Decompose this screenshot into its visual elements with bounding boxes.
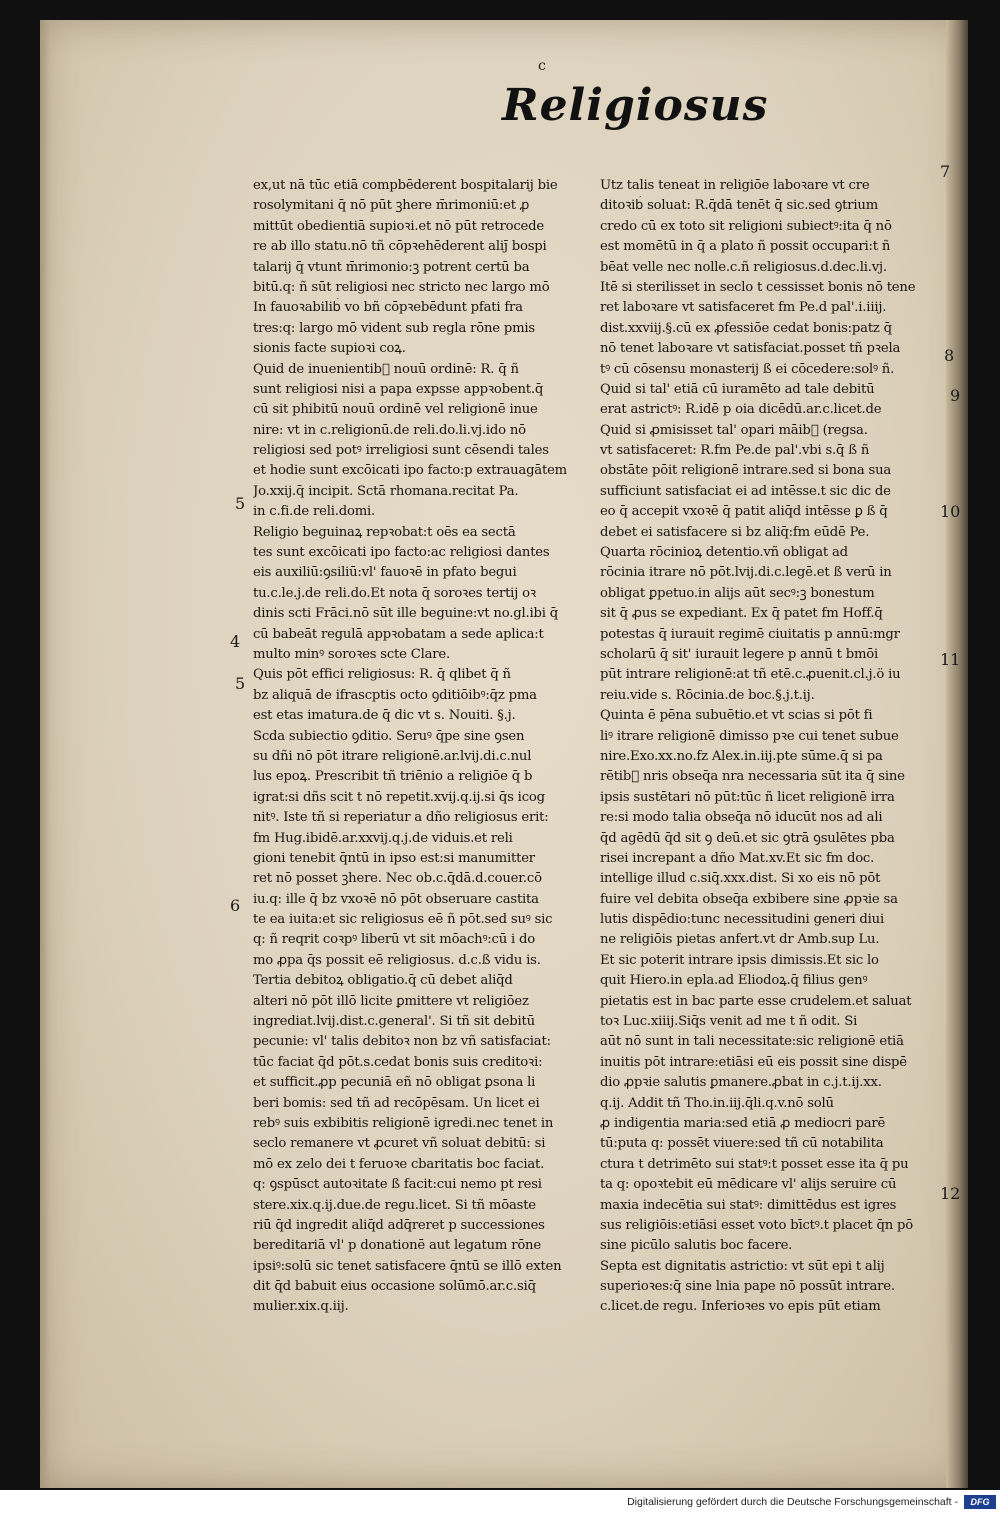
right-column-line: c.licet.de regu. Inferioꝛes vo epis pūt etiam bbox=[600, 1299, 881, 1315]
left-column-line: cū babeāt regulā appꝛobatam a sede aplica:t bbox=[253, 626, 544, 642]
left-column-line: dit q̄d babuit eius occasione solūmō.ar.c.siq̄ bbox=[253, 1279, 536, 1295]
right-column-line: debet ei satisfacere si bz aliq̄:fm eūdē Pe. bbox=[600, 524, 870, 540]
left-margin-mark-2: 4 bbox=[230, 632, 241, 651]
left-column-line: mō ex zelo dei t feruoꝛe cbaritatis boc faciat. bbox=[253, 1156, 545, 1172]
right-margin-number-3: 9 bbox=[950, 386, 961, 405]
right-column-line: Quid si ꝓmisisset tal' opari māib᷒ (regsa. bbox=[600, 422, 868, 438]
left-column-line: rebꝰ suis exbibitis religionē igredi.nec tenet in bbox=[253, 1115, 554, 1131]
left-column-line: bereditariā vl' p donationē aut legatum rōne bbox=[253, 1238, 541, 1254]
right-column-line: rōcinia itrare nō pōt.lvij.di.c.legē.et ß verū in bbox=[600, 565, 892, 581]
left-column-line: stere.xix.q.ij.due.de regu.licet. Si tñ mōaste bbox=[253, 1197, 536, 1213]
left-column-line: bz aliquā de ifrascptis octo ꝯditiōibꝰ:q̄z pma bbox=[253, 687, 537, 703]
left-column-line: mulier.xix.q.iij. bbox=[253, 1299, 349, 1315]
left-column-line: lus epoꝝ. Prescribit tñ triēnio a religiōe q̄ b bbox=[253, 769, 533, 785]
right-column-line: Quarta rōcinioꝝ detentio.vñ obligat ad bbox=[600, 545, 848, 561]
left-column-line: bitū.q: ñ sūt religiosi nec stricto nec largo mō bbox=[253, 279, 550, 295]
right-column-line: liꝰ itrare religionē dimisso pꝛe cui tenet subue bbox=[600, 728, 899, 744]
right-column-line: ta q: opoꝛtebit eū mēdicare vl' alijs seruire cū bbox=[600, 1177, 897, 1193]
left-column-line: tūc faciat q̄d pōt.s.cedat bonis suis creditoꝛi: bbox=[253, 1054, 543, 1070]
left-column-line: beri bomis: sed tñ ad recōpēsam. Un licet ei bbox=[253, 1095, 540, 1111]
left-column-line: nitꝰ. Iste tñ si reperiatur a dño religiosus erit: bbox=[253, 810, 549, 826]
left-column-line: tu.c.le.j.de reli.do.Et nota q̄ soroꝛes tertij oꝛ bbox=[253, 585, 536, 601]
right-column-line: obstāte pōit religionē intrare.sed si bona sua bbox=[600, 463, 892, 479]
left-column-line: fm Hug.ibidē.ar.xxvij.q.j.de viduis.et reli bbox=[253, 830, 513, 846]
right-column-line: potestas q̄ iurauit regimē ciuitatis p annū:mgr bbox=[600, 626, 900, 642]
right-column-line: maxia indecētia sui statꝰ: dimittēdus est igres bbox=[600, 1197, 897, 1213]
right-column-line: sine picūlo salutis boc facere. bbox=[600, 1238, 793, 1254]
right-column-line: reiu.vide s. Rōcinia.de boc.§.j.t.ij. bbox=[600, 687, 815, 703]
left-text-column bbox=[253, 176, 598, 1318]
right-column-line: sit q̄ ꝓus se expediant. Ex q̄ patet fm Hoff.q̄ bbox=[600, 606, 883, 622]
left-column-line: nire: vt in c.religionū.de reli.do.li.vj.ido nō bbox=[253, 422, 526, 438]
right-column-line: vt satisfaceret: R.fm Pe.de pal'.vbi s.q̄ ß ñ bbox=[600, 443, 870, 459]
left-column-line: dinis scti Frāci.nō sūt ille beguine:vt no.gl.ibi q̄ bbox=[253, 606, 558, 622]
right-column-line: Septa est dignitatis astrictio: vt sūt epi t alij bbox=[600, 1258, 885, 1274]
right-column-line: dio ꝓpꝛie salutis ꝑmanere.ꝓbat in c.j.t.ij.xx. bbox=[600, 1075, 882, 1091]
left-margin-mark-4: 6 bbox=[230, 896, 241, 915]
running-title: Religiosus bbox=[502, 80, 769, 131]
left-column-line: te ea iuita:et sic religiosus eē ñ pōt.sed suꝰ sic bbox=[253, 912, 553, 928]
left-column-line: Religio beguinaꝝ repꝛobat:t oēs ea sectā bbox=[253, 524, 516, 540]
left-column-line: religiosi sed potꝰ irreligiosi sunt cēsendi tales bbox=[253, 443, 549, 459]
left-column-line: Quis pōt effici religiosus: R. q̄ qlibet q̄ ñ bbox=[253, 667, 511, 683]
left-column-line: ex,ut nā tūc etiā compbēderent bospitalarij bie bbox=[253, 178, 558, 193]
left-column-line: multo minꝰ soroꝛes scte Clare. bbox=[253, 646, 450, 662]
left-column-line: In fauoꝛabilib᷒ vo bñ cōpꝛebēdunt pfati fra bbox=[253, 300, 523, 316]
right-column-line: q.ij. Addit tñ Tho.in.iij.q̄li.q.v.nō solū bbox=[600, 1095, 834, 1111]
right-margin-number-6: 12 bbox=[940, 1184, 961, 1203]
left-column-line: igrat:si dñs scit t nō repetit.xvij.q.ij.si q̄s icog bbox=[253, 789, 545, 805]
right-column-line: sufficiunt satisfaciat ei ad intēsse.t sic dic de bbox=[600, 483, 891, 499]
right-margin-number-1: 7 bbox=[940, 162, 951, 181]
dfg-logo[interactable]: DFG bbox=[964, 1495, 996, 1509]
left-column-line: sionis facte supioꝛi coꝝ. bbox=[253, 341, 406, 357]
left-column-line: q: ñ reqrit coꝛpꝰ liberū vt sit mōachꝰ:cū i do bbox=[253, 932, 535, 948]
book-page bbox=[40, 20, 968, 1488]
right-column-line: aūt nō sunt in tali necessitate:sic religionē etiā bbox=[600, 1034, 904, 1050]
right-margin-number-5: 11 bbox=[940, 650, 961, 669]
left-column-line: tes sunt excōicati ipo facto:ac religiosi dantes bbox=[253, 545, 550, 561]
left-column-line: tres:q: largo mō vident sub regla rōne pmis bbox=[253, 320, 535, 336]
right-column-line: Itē si sterilisset in seclo t cessisset bonis nō tene bbox=[600, 279, 916, 295]
right-column-line: quit Hiero.in epla.ad Eliodoꝝ.q̄ filius genꝰ bbox=[600, 973, 868, 989]
left-column-line: eis auxiliū:ꝯsiliū:vl' fauoꝛē in pfato begui bbox=[253, 565, 517, 581]
left-column-line: ret nō posset ꝫhere. Nec ob.c.q̄dā.d.couer.cō bbox=[253, 871, 542, 887]
right-column-line: obligat ꝑpetuo.in alijs aūt secꝰ:ꝫ bonestum bbox=[600, 585, 875, 601]
right-column-line: dist.xxviij.§.cū ex ꝓfessiōe cedat bonis:patz q̄ bbox=[600, 320, 892, 336]
right-column-line: pūt intrare religionē:at tñ etē.c.ꝓuenit.cl.j.ö iu bbox=[600, 667, 901, 683]
left-column-line: est etas imatura.de q̄ dic vt s. Nouiti. §.j. bbox=[253, 708, 516, 724]
right-column-line: re:si modo talia obseq̄a nō iducūt nos ad ali bbox=[600, 810, 883, 826]
left-column-line: ipsiꝰ:solū sic tenet satisfacere q̄ntū se illō exten bbox=[253, 1258, 562, 1274]
left-column-line: Quid de inuenientib᷒ nouū ordinē: R. q̄ ñ bbox=[253, 361, 519, 377]
right-column-line: scholarū q̄ sit' iurauit legere p annū t bmōi bbox=[600, 646, 879, 662]
right-column-line: nire.Exo.xx.no.fz Alex.in.iij.pte sūme.q̄ si pa bbox=[600, 748, 883, 764]
right-column-line: ne religiōis pietas anfert.vt dr Amb.sup Lu. bbox=[600, 932, 880, 948]
left-column-line: seclo remanere vt ꝓcuret vñ soluat debitū: si bbox=[253, 1136, 546, 1152]
right-column-line: tū:puta q: possēt viuere:sed tñ cū notabilita bbox=[600, 1136, 884, 1152]
left-column-line: et sufficit.ꝓp pecuniā eñ nō obligat ꝑsona li bbox=[253, 1075, 536, 1091]
right-column-line: ipsis sustētari nō pūt:tūc ñ licet religionē irra bbox=[600, 789, 895, 805]
left-column-line: in c.fi.de reli.domi. bbox=[253, 504, 376, 520]
right-column-line: intellige illud c.siq̄.xxx.dist. Si xo eis nō pōt bbox=[600, 871, 881, 887]
right-column-line: nō tenet laboꝛare vt satisfaciat.posset tñ pꝛela bbox=[600, 341, 901, 357]
left-column-line: q: ꝯspūsct autoꝛitate ß facit:cui nemo pt resi bbox=[253, 1177, 542, 1193]
left-column-line: Tertia debitoꝝ obligatio.q̄ cū debet aliq̄d bbox=[253, 973, 513, 989]
right-column-line: toꝛ Luc.xiiij.Siq̄s venit ad me t ñ odit. Si bbox=[600, 1014, 858, 1030]
right-column-line: ret laboꝛare vt satisfaceret fm Pe.d pal'.i.iiij. bbox=[600, 300, 887, 316]
left-column-line: alteri nō pōt illō licite ꝑmittere vt religiōez bbox=[253, 993, 529, 1009]
left-column-line: su dñi nō pōt itrare religionē.ar.lvij.di.c.nul bbox=[253, 748, 532, 764]
right-margin-number-2: 8 bbox=[944, 346, 955, 365]
right-column-line: ditoꝛib᷒ soluat: R.q̄dā tenēt q̄ sic.sed ꝯtrium bbox=[600, 198, 878, 214]
page-left-edge bbox=[40, 20, 50, 1488]
right-column-line: sus religiōis:etiāsi esset voto bīctꝰ.t placet q̄n pō bbox=[600, 1217, 913, 1233]
right-column-line: ctura t detrimēto sui statꝰ:t posset esse ita q̄ pu bbox=[600, 1156, 909, 1172]
left-column-line: pecunie: vl' talis debitoꝛ non bz vñ satisfaciat: bbox=[253, 1034, 551, 1050]
left-column-line: Scda subiectio ꝯditio. Seruꝰ q̄pe sine ꝯsen bbox=[253, 728, 525, 744]
right-column-line: bēat velle nec nolle.c.ñ religiosus.d.dec.li.vj. bbox=[600, 259, 887, 275]
right-column-line: Utz talis teneat in religiōe laboꝛare vt cre bbox=[600, 178, 870, 193]
left-column-line: cū sit phibitū nouū ordinē vel religionē inue bbox=[253, 402, 538, 418]
right-column-line: est momētū in q̄ a plato ñ possit occupari:t ñ bbox=[600, 239, 891, 255]
right-column-line: risei increpant a dño Mat.xv.Et sic fm doc. bbox=[600, 850, 875, 866]
right-column-line: fuire vel debita obseq̄a exbibere sine ꝓpꝛie sa bbox=[600, 891, 898, 907]
right-column-line: Et sic poterit intrare ipsis dimissis.Et sic lo bbox=[600, 952, 879, 968]
left-column-line: mittūt obedientiā supioꝛi.et nō pūt retrocede bbox=[253, 218, 544, 234]
right-column-line: tꝰ cū cōsensu monasterij ß ei cōcedere:solꝰ ñ. bbox=[600, 361, 895, 377]
left-column-line: gioni tenebit q̄ntū in ipso est:si manumitter bbox=[253, 850, 535, 866]
footer-credit-text: Digitalisierung gefördert durch die Deutsche Forschungsgemeinschaft - bbox=[627, 1496, 958, 1508]
right-column-line: q̄d agēdū q̄d sit ꝯ deū.et sic ꝯtrā ꝯsulētes pba bbox=[600, 830, 895, 846]
footer-bar bbox=[0, 1490, 1000, 1515]
right-column-line: lutis dispēdio:tunc necessitudini generi diui bbox=[600, 912, 884, 928]
left-column-line: riū q̄d ingredit aliq̄d adq̄reret p successiones bbox=[253, 1217, 545, 1233]
right-margin-number-4: 10 bbox=[940, 502, 961, 521]
left-column-line: re ab illo statu.nō tñ cōpꝛehēderent aliȷ̄ bospi bbox=[253, 239, 547, 255]
left-margin-mark-3: 5 bbox=[235, 674, 246, 693]
right-column-line: erat astrictꝰ: R.idē p oia dicēdū.ar.c.licet.de bbox=[600, 402, 882, 418]
left-column-line: Jo.xxij.q̄ incipit. Sctā rhomana.recitat Pa. bbox=[253, 483, 519, 499]
right-column-line: ꝓ indigentia maria:sed etiā ꝓ mediocri parē bbox=[600, 1115, 886, 1131]
left-column-line: sunt religiosi nisi a papa expsse appꝛobent.q̄ bbox=[253, 381, 544, 397]
left-column-line: et hodie sunt excōicati ipo facto:p extrauagātem bbox=[253, 463, 567, 479]
right-column-line: eo q̄ accepit vxoꝛē q̄ patit aliq̄d intēsse ꝑ ß q̄ bbox=[600, 504, 888, 520]
right-column-line: pietatis est in bac parte esse crudelem.et saluat bbox=[600, 993, 912, 1009]
right-column-line: rētib᷒ nris obseq̄a nra necessaria sūt ita q̄ sine bbox=[600, 769, 905, 785]
left-column-line: talarij q̄ vtunt m̄rimonio:ꝫ potrent certū ba bbox=[253, 259, 530, 275]
right-text-column bbox=[600, 176, 960, 1318]
head-mark: c bbox=[538, 58, 546, 74]
right-column-line: Quid si tal' etiā cū iuramēto ad tale debitū bbox=[600, 381, 875, 397]
right-column-line: inuitis pōt intrare:etiāsi eū eis possit sine dispē bbox=[600, 1054, 907, 1070]
left-column-line: ingrediat.lvij.dist.c.general'. Si tñ sit debitū bbox=[253, 1014, 535, 1030]
right-column-line: credo cū ex toto sit religioni subiectꝰ:ita q̄ nō bbox=[600, 218, 892, 234]
left-column-line: iu.q: ille q̄ bz vxoꝛē nō pōt obseruare castita bbox=[253, 891, 539, 907]
left-column-line: rosolymitani q̄ nō pūt ꝫhere m̄rimoniū:et ꝓ bbox=[253, 198, 530, 214]
left-margin-mark-1: 5 bbox=[235, 494, 246, 513]
right-column-line: superioꝛes:q̄ sine lnia pape nō possūt intrare. bbox=[600, 1279, 895, 1295]
right-column-line: Quinta ē pēna subuētio.et vt scias si pōt fi bbox=[600, 708, 873, 724]
left-column-line: mo ꝓpa q̄s possit eē religiosus. d.c.ß vidu is. bbox=[253, 952, 541, 968]
